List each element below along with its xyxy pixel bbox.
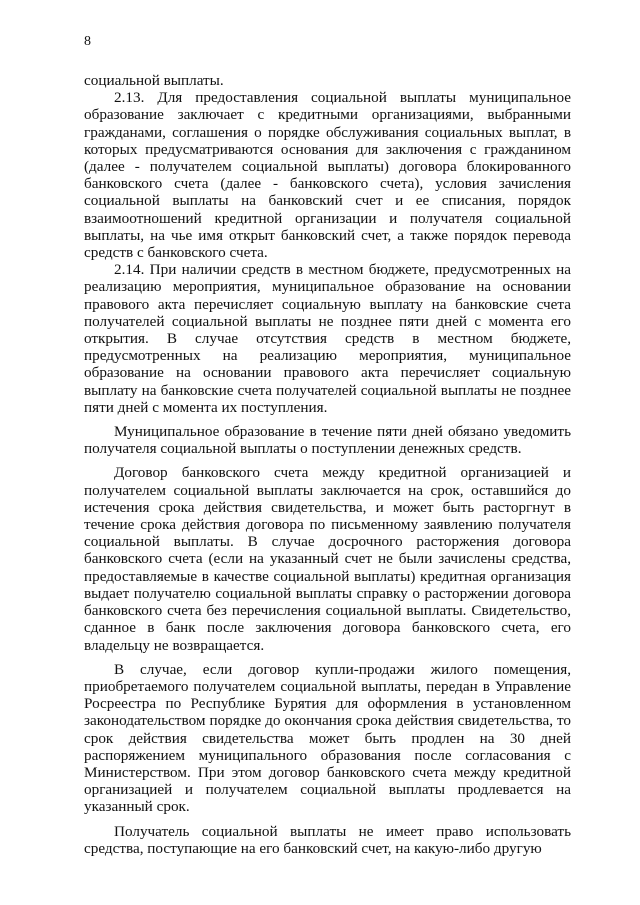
paragraph-extension: В случае, если договор купли-продажи жилого помещения, приобретаемого получателем социальной выплаты, передан в Управление Росреестра по Республике Бурятия для оформления в установленном законодательством порядке до окончания срока действия свидетельства, то срок действия свидетельства может быть продлен на 30 дней распоряжением муниципального образования после согласования с Министерством. При этом договор банковского счета между кредитной организацией и получателем социальной выплаты продлевается на указанный срок. <box>84 660 571 816</box>
paragraph-notification: Муниципальное образование в течение пяти дней обязано уведомить получателя социальной выплаты о поступлении денежных средств. <box>84 423 571 458</box>
paragraph-2-13: 2.13. Для предоставления социальной выплаты муниципальное образование заключает с кредитными организациями, выбранными гражданами, соглашения о порядке обслуживания социальных выплат, в которых предусматриваются основания для заключения с гражданином (далее - получателем социальной выплаты) договора блокированного банковского счета (далее - банковского счета), условия зачисления социальной выплаты на банковский счет и ее списания, порядок взаимоотношений кредитной организации и получателя социальной выплаты, на чье имя открыт банковский счет, а также порядок перевода средств с банковского счета. <box>84 89 571 262</box>
paragraph-usage-restriction: Получатель социальной выплаты не имеет право использовать средства, поступающие на его банковский счет, на какую-либо другую <box>84 822 571 857</box>
page-number: 8 <box>84 34 91 49</box>
paragraph-account-contract: Договор банковского счета между кредитной организацией и получателем социальной выплаты заключается на срок, оставшийся до истечения срока действия свидетельства, и может быть расторгнут в течение срока действия договора по письменному заявлению получателя социальной выплаты. В случае досрочного расторжения договора банковского счета (если на указанный счет не были зачислены средства, предоставляемые в качестве социальной выплаты) кредитная организация выдает получателю социальной выплаты справку о расторжении договора банковского счета без перечисления социальной выплаты. Свидетельство, сданное в банк после заключения договора банковского счета, его владельцу не возвращается. <box>84 464 571 654</box>
document-body <box>84 72 571 857</box>
paragraph-continuation: социальной выплаты. <box>84 72 224 89</box>
paragraph-2-14: 2.14. При наличии средств в местном бюджете, предусмотренных на реализацию мероприятия, муниципальное образование на основании правового акта перечисляет социальную выплату на банковские счета получателей социальной выплаты не позднее пяти дней с момента его открытия. В случае отсутствия средств в местном бюджете, предусмотренных на реализацию мероприятия, муниципальное образование на основании правового акта перечисляет социальную выплату на банковские счета получателей социальной выплаты не позднее пяти дней с момента их поступления. <box>84 261 571 416</box>
